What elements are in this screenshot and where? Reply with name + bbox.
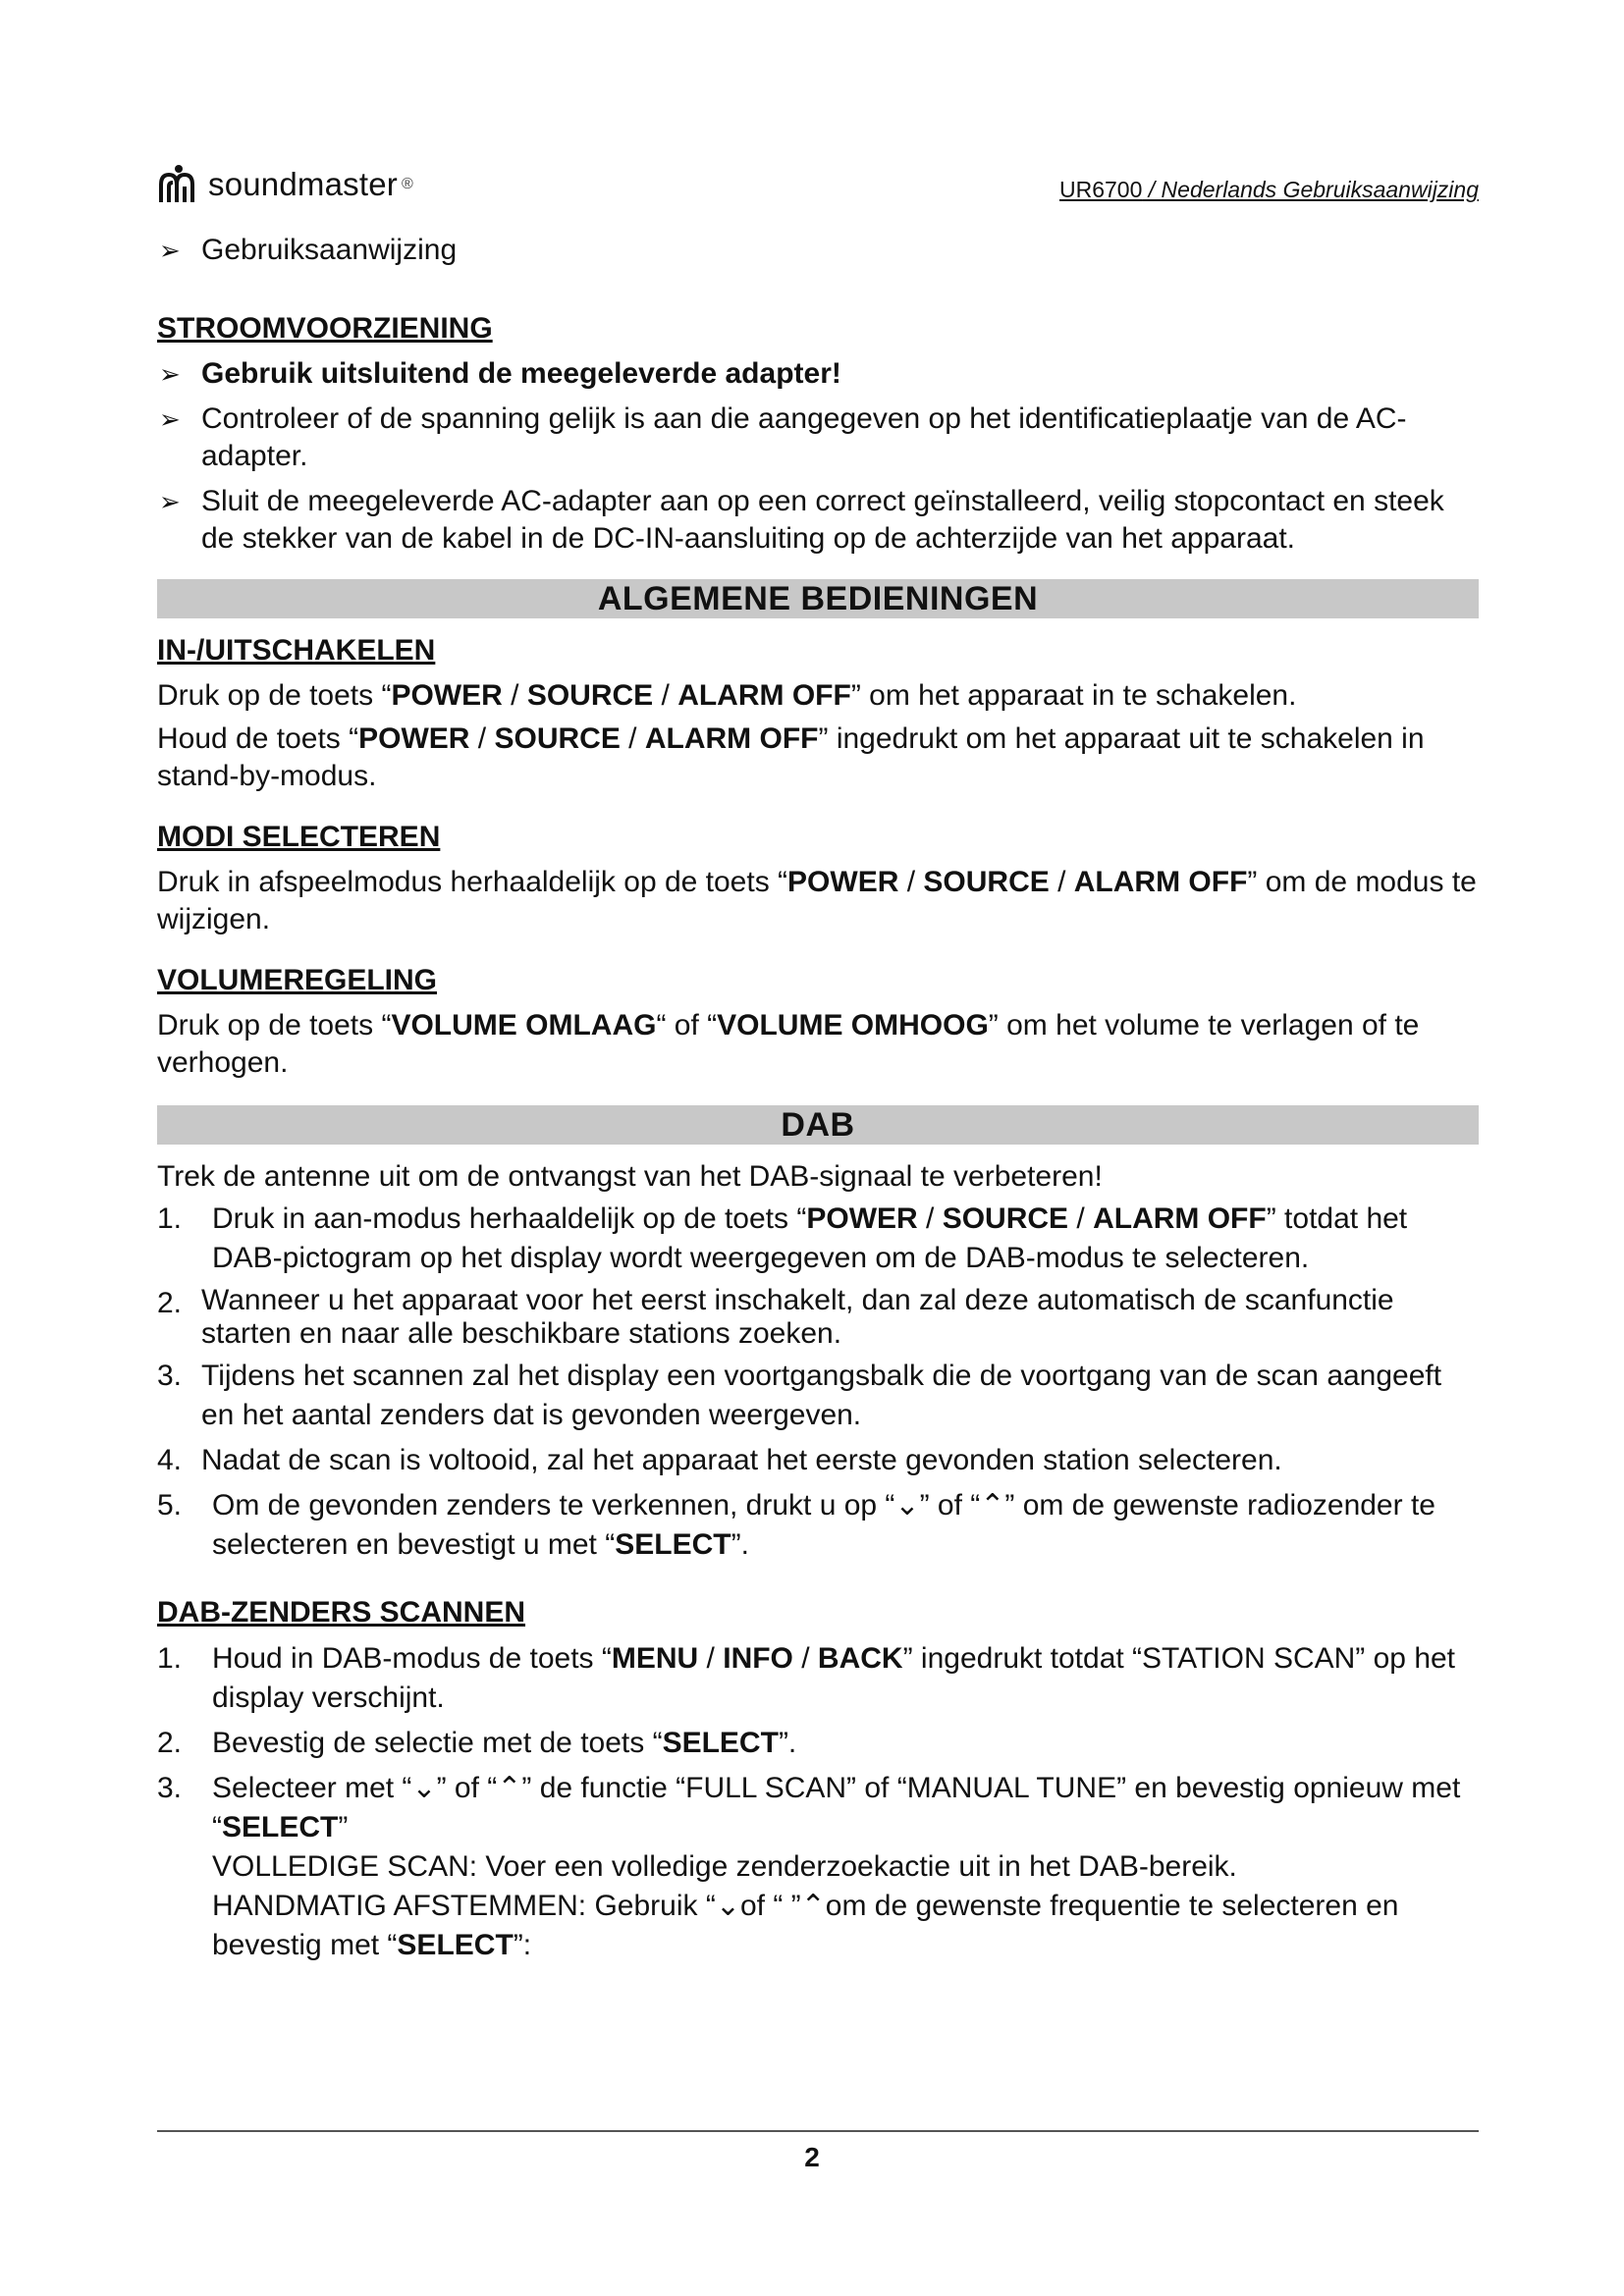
arrow-bullet-icon: ➢ <box>159 236 181 265</box>
subheading-dab-scan: DAB-ZENDERS SCANNEN <box>157 1596 526 1629</box>
chevron-down-icon: ⌄ <box>411 1772 437 1804</box>
chevron-up-icon: ⌃ <box>800 1890 826 1922</box>
paragraph: Druk op de toets “VOLUME OMLAAG“ of “VOLUME OMHOOG” om het volume te verlagen of te verhogen. <box>157 1009 1420 1079</box>
brand-logo <box>157 157 413 212</box>
list-item: 2. Wanneer u het apparaat voor het eerst inschakelt, dan zal deze automatisch de scanfunctie starten en naar alle beschikbare stations zoeken. <box>157 1284 1394 1350</box>
footer-divider <box>157 2130 1479 2132</box>
list-item: 1. Houd in DAB-modus de toets “MENU / INFO / BACK” ingedrukt totdat “STATION SCAN” op het display verschijnt. <box>157 1642 1456 1714</box>
list-item: 3. Tijdens het scannen zal het display een voortgangsbalk die de voortgang van de scan aangeeft en het aantal zenders dat is gevonden weergeven. <box>157 1360 1442 1431</box>
registered-mark: ® <box>401 176 413 192</box>
scan-full-note: VOLLEDIGE SCAN: Voer een volledige zenderzoekactie uit in het DAB-bereik. <box>212 1850 1237 1883</box>
soundmaster-logo-icon <box>157 163 200 206</box>
scan-manual-note: HANDMATIG AFSTEMMEN: Gebruik “⌄of “ ”⌃om de gewenste frequentie te selecteren en bevestig met “SELECT”: <box>212 1890 1399 1961</box>
subheading-volume: VOLUMEREGELING <box>157 964 438 996</box>
page-header <box>157 157 1479 212</box>
list-item: 5. Om de gevonden zenders te verkennen, drukt u op “⌄” of “⌃” om de gewenste radiozender te selecteren en bevestigt u met “SELECT”. <box>157 1489 1435 1561</box>
subheading-on-off: IN-/UITSCHAKELEN <box>157 634 436 667</box>
arrow-bullet-icon: ➢ <box>159 359 181 389</box>
chevron-up-icon: ⌃ <box>497 1772 522 1804</box>
chevron-up-icon: ⌃ <box>980 1489 1005 1522</box>
section-banner-dab: DAB <box>157 1105 1479 1145</box>
arrow-bullet-icon: ➢ <box>159 487 181 516</box>
paragraph: Houd de toets “POWER / SOURCE / ALARM OFF” ingedrukt om het apparaat uit te schakelen in stand-by-modus. <box>157 722 1425 792</box>
list-item: 3. Selecteer met “⌄” of “⌃” de functie “FULL SCAN” of “MANUAL TUNE” en bevestig opnieuw met “SELECT” VOLLEDIGE SCAN: Voer een volledige zenderzoekactie uit in het DAB-bereik. HANDMATIG AFSTEMMEN: Gebruik “⌄of “ ”⌃om de gewenste frequentie te selecteren en bevestig met “SELECT”: <box>157 1769 1479 1965</box>
arrow-bullet-icon: ➢ <box>159 404 181 434</box>
page-number: 2 <box>804 2142 820 2172</box>
list-item: 2. Bevestig de selectie met de toets “SELECT”. <box>157 1727 797 1759</box>
list-item: ➢ Gebruik uitsluitend de meegeleverde adapter! <box>157 355 1479 393</box>
brand-name: soundmaster <box>208 166 398 202</box>
page-content <box>157 232 1479 1971</box>
list-item: 1. Druk in aan-modus herhaaldelijk op de toets “POWER / SOURCE / ALARM OFF” totdat het DAB-pictogram op het display wordt weergegeven om de DAB-modus te selecteren. <box>157 1202 1408 1274</box>
chevron-down-icon: ⌄ <box>894 1489 920 1522</box>
list-item: ➢ Controleer of de spanning gelijk is aan die aangegeven op het identificatieplaatje van de AC-adapter. <box>159 402 1407 472</box>
document-title: Nederlands Gebruiksaanwijzing <box>1161 177 1479 202</box>
paragraph: Trek de antenne uit om de ontvangst van het DAB-signaal te verbeteren! <box>157 1160 1103 1193</box>
list-item: ➢ Gebruiksaanwijzing <box>157 232 1479 269</box>
section-banner-general: ALGEMENE BEDIENINGEN <box>157 579 1479 618</box>
paragraph: Druk in afspeelmodus herhaaldelijk op de toets “POWER / SOURCE / ALARM OFF” om de modus te wijzigen. <box>157 866 1477 935</box>
section-heading-power: STROOMVOORZIENING <box>157 312 493 345</box>
subheading-modes: MODI SELECTEREN <box>157 821 441 853</box>
model-number: UR6700 <box>1058 177 1143 202</box>
list-item: 4. Nadat de scan is voltooid, zal het apparaat het eerste gevonden station selecteren. <box>157 1444 1282 1476</box>
document-reference: UR6700 / Nederlands Gebruiksaanwijzing <box>1058 177 1479 202</box>
paragraph: Druk op de toets “POWER / SOURCE / ALARM OFF” om het apparaat in te schakelen. <box>157 679 1297 712</box>
chevron-down-icon: ⌄ <box>715 1890 740 1922</box>
list-item: ➢ Sluit de meegeleverde AC-adapter aan op een correct geïnstalleerd, veilig stopcontact en steek de stekker van de kabel in de DC-IN-aansluiting op de achterzijde van het apparaat. <box>159 485 1444 555</box>
